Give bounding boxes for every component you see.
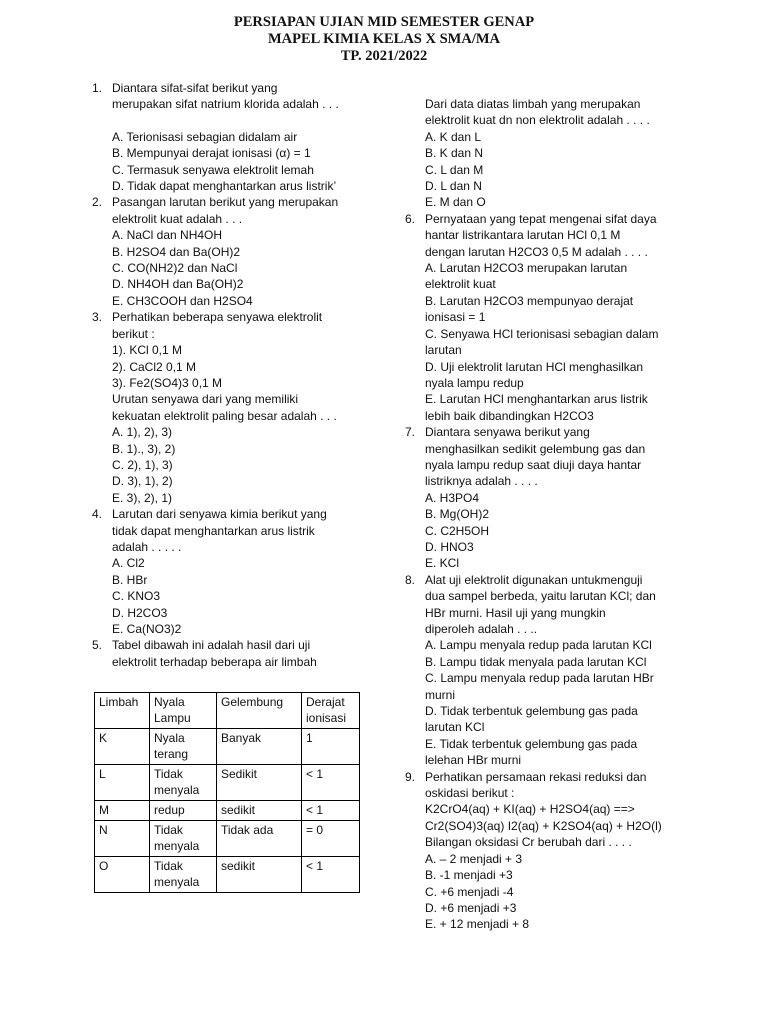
header-school-year: TP. 2021/2022 <box>340 48 428 64</box>
table-cell: N <box>95 821 150 857</box>
table-cell: M <box>95 801 150 821</box>
question-text: Pasangan larutan berikut yang merupakan <box>112 195 339 210</box>
answer-option: A. NaCl dan NH4OH <box>112 228 223 243</box>
table-cell: Tidak menyala <box>150 821 217 857</box>
table-row <box>95 801 360 821</box>
table-cell: = 0 <box>302 821 360 857</box>
table-cell: 1 <box>302 729 360 765</box>
answer-option: lelehan HBr murni <box>425 753 522 768</box>
question-9 <box>405 769 685 933</box>
question-number: 3. <box>92 310 103 325</box>
question-text: 3). Fe2(SO4)3 0,1 M <box>112 375 223 390</box>
answer-option: A. H3PO4 <box>425 490 480 505</box>
question-text: 1). KCl 0,1 M <box>112 343 183 358</box>
answer-option: D. Uji elektrolit larutan HCl menghasilkan <box>425 359 644 374</box>
question-text: Perhatikan persamaan rekasi reduksi dan <box>425 769 647 784</box>
answer-option: E. CH3COOH dan H2SO4 <box>112 293 253 308</box>
answer-option: B. K dan N <box>425 146 484 161</box>
table-row <box>95 857 360 893</box>
table-header-row <box>95 693 360 729</box>
question-text: Larutan dari senyawa kimia berikut yang <box>112 507 327 522</box>
question-text: tidak dapat menghantarkan arus listrik <box>112 523 315 538</box>
header-subject: MAPEL KIMIA KELAS X SMA/MA <box>267 31 500 47</box>
table-row <box>95 729 360 765</box>
table-cell: sedikit <box>217 857 302 893</box>
question-number: 8. <box>405 572 416 587</box>
answer-option: E. Tidak terbentuk gelembung gas pada <box>425 736 638 751</box>
question-text: kekuatan elektrolit paling besar adalah . . . <box>112 408 337 423</box>
answer-option: A. Lampu menyala redup pada larutan KCl <box>425 638 652 653</box>
answer-option: C. Termasuk senyawa elektrolit lemah <box>112 162 314 177</box>
answer-option: A. K dan L <box>425 129 482 144</box>
question-text: Pernyataan yang tepat mengenai sifat daya <box>425 211 657 226</box>
answer-option: B. -1 menjadi +3 <box>425 868 513 883</box>
answer-option: larutan KCl <box>425 720 485 735</box>
question-8 <box>405 572 685 769</box>
question-text: Bilangan oksidasi Cr berubah dari . . . . <box>425 835 632 850</box>
table-cell: < 1 <box>302 857 360 893</box>
question-number: 1. <box>92 81 103 95</box>
answer-option: A. Terionisasi sebagian didalam air <box>112 129 298 144</box>
answer-option: B. Mempunyai derajat ionisasi (α) = 1 <box>112 146 311 161</box>
question-number: 6. <box>405 211 416 226</box>
answer-option: C. Senyawa HCl terionisasi sebagian dalam <box>425 326 659 341</box>
header-title: PERSIAPAN UJIAN MID SEMESTER GENAP <box>233 14 535 30</box>
question-2 <box>92 194 388 309</box>
question-text: HBr murni. Hasil uji yang mungkin <box>425 605 606 620</box>
table-cell: Nyala terang <box>150 729 217 765</box>
answer-option: D. HNO3 <box>425 539 474 554</box>
answer-option: C. CO(NH2)2 dan NaCl <box>112 261 238 276</box>
table-cell: redup <box>150 801 217 821</box>
table-cell: Tidak menyala <box>150 765 217 801</box>
answer-option: C. Lampu menyala redup pada larutan HBr <box>425 671 654 686</box>
table-cell: sedikit <box>217 801 302 821</box>
answer-option: D. L dan N <box>425 179 482 194</box>
document-header <box>0 14 768 65</box>
question-text: Diantara senyawa berikut yang <box>425 425 590 440</box>
answer-option: B. Lampu tidak menyala pada larutan KCl <box>425 654 647 669</box>
question-text: dua sampel berbeda, yaitu larutan KCl; dan <box>425 589 656 604</box>
table-header-cell: Derajat ionisasi <box>302 693 360 729</box>
answer-option: elektrolit kuat <box>425 277 496 292</box>
answer-option: B. H2SO4 dan Ba(OH)2 <box>112 244 241 259</box>
answer-option: E. KCl <box>425 556 460 571</box>
question-text: Dari data diatas limbah yang merupakan <box>425 97 641 111</box>
question-text: diperoleh adalah . . .. <box>425 622 538 636</box>
answer-option: larutan <box>425 343 462 358</box>
answer-option: nyala lampu redup <box>425 375 524 390</box>
table-header-cell: Gelembung <box>217 693 302 729</box>
question-text: K2CrO4(aq) + KI(aq) + H2SO4(aq) ==> <box>425 802 635 817</box>
question-text: Cr2(SO4)3(aq) I2(aq) + K2SO4(aq) + H2O(l) <box>425 818 662 833</box>
answer-option: E. + 12 menjadi + 8 <box>425 917 530 932</box>
answer-option: C. +6 menjadi -4 <box>425 884 514 899</box>
question-4 <box>92 506 388 637</box>
question-6 <box>405 211 685 424</box>
question-5-continued <box>405 96 685 211</box>
question-text: Tabel dibawah ini adalah hasil dari uji <box>112 638 311 653</box>
question-text: elektrolit kuat adalah . . . <box>112 211 243 226</box>
question-7 <box>405 424 685 572</box>
answer-option: D. Tidak dapat menghantarkan arus listrik’ <box>112 179 337 194</box>
answer-option: E. 3), 2), 1) <box>112 490 173 505</box>
question-text: adalah . . . . . <box>112 539 182 554</box>
table-header-cell: Nyala Lampu <box>150 693 217 729</box>
answer-option: E. Ca(NO3)2 <box>112 622 182 636</box>
answer-option: E. M dan O <box>425 195 486 210</box>
answer-option: E. Larutan HCl menghantarkan arus listrik <box>425 392 648 407</box>
answer-option: D. H2CO3 <box>112 605 168 620</box>
table-cell: < 1 <box>302 801 360 821</box>
table-row <box>95 765 360 801</box>
right-column <box>405 96 685 933</box>
left-column <box>92 80 388 893</box>
answer-option: C. C2H5OH <box>425 523 490 538</box>
question-5 <box>92 637 388 670</box>
question-text: hantar listrikantara larutan HCl 0,1 M <box>425 228 621 243</box>
question-text: 2). CaCl2 0,1 M <box>112 359 197 374</box>
answer-option: D. NH4OH dan Ba(OH)2 <box>112 277 244 292</box>
answer-option: B. Larutan H2CO3 mempunyao derajat <box>425 293 634 308</box>
question-text: berikut : <box>112 326 155 341</box>
question-1 <box>92 80 388 194</box>
answer-option: A. 1), 2), 3) <box>112 425 173 440</box>
table-row <box>95 821 360 857</box>
answer-option: C. KNO3 <box>112 589 161 604</box>
question-number: 4. <box>92 507 103 522</box>
table-cell: Tidak ada <box>217 821 302 857</box>
waste-test-table <box>94 692 360 893</box>
question-text: Diantara sifat-sifat berikut yang <box>112 81 278 95</box>
answer-option: ionisasi = 1 <box>425 310 486 325</box>
table-cell: Banyak <box>217 729 302 765</box>
table-cell: K <box>95 729 150 765</box>
answer-option: B. 1)., 3), 2) <box>112 441 176 456</box>
answer-option: D. Tidak terbentuk gelembung gas pada <box>425 704 638 719</box>
answer-option: B. HBr <box>112 572 148 587</box>
question-3 <box>92 309 388 506</box>
answer-option: A. Larutan H2CO3 merupakan larutan <box>425 261 628 276</box>
question-text: Alat uji elektrolit digunakan untukmenguji <box>425 572 643 587</box>
question-text: oskidasi berikut : <box>425 786 515 801</box>
answer-option: A. – 2 menjadi + 3 <box>425 851 523 866</box>
question-text: dengan larutan H2CO3 0,5 M adalah . . . . <box>425 244 648 259</box>
question-text: Urutan senyawa dari yang memiliki <box>112 392 299 407</box>
question-text: elektrolit kuat dn non elektrolit adalah . . . . <box>425 113 650 128</box>
answer-option: murni <box>425 687 456 702</box>
answer-option: D. +6 menjadi +3 <box>425 900 517 915</box>
answer-option: B. Mg(OH)2 <box>425 507 490 522</box>
question-text: Perhatikan beberapa senyawa elektrolit <box>112 310 323 325</box>
answer-option: A. Cl2 <box>112 556 145 571</box>
answer-option: C. 2), 1), 3) <box>112 457 173 472</box>
table-cell: Tidak menyala <box>150 857 217 893</box>
table-cell: O <box>95 857 150 893</box>
question-text: elektrolit terhadap beberapa air limbah <box>112 654 317 669</box>
table-header-cell: Limbah <box>95 693 150 729</box>
answer-option: D. 3), 1), 2) <box>112 474 173 489</box>
question-text: listriknya adalah . . . . <box>425 474 538 489</box>
question-text: nyala lampu redup saat diuji daya hantar <box>425 457 642 472</box>
question-number: 5. <box>92 638 103 653</box>
table-cell: Sedikit <box>217 765 302 801</box>
answer-option: lebih baik dibandingkan H2CO3 <box>425 408 594 423</box>
question-number: 7. <box>405 425 416 440</box>
answer-option: C. L dan M <box>425 162 484 177</box>
table-cell: L <box>95 765 150 801</box>
question-text: menghasilkan sedikit gelembung gas dan <box>425 441 646 456</box>
question-number: 9. <box>405 769 416 784</box>
question-number: 2. <box>92 195 103 210</box>
question-text: merupakan sifat natrium klorida adalah . . . <box>112 97 339 112</box>
table-cell: < 1 <box>302 765 360 801</box>
